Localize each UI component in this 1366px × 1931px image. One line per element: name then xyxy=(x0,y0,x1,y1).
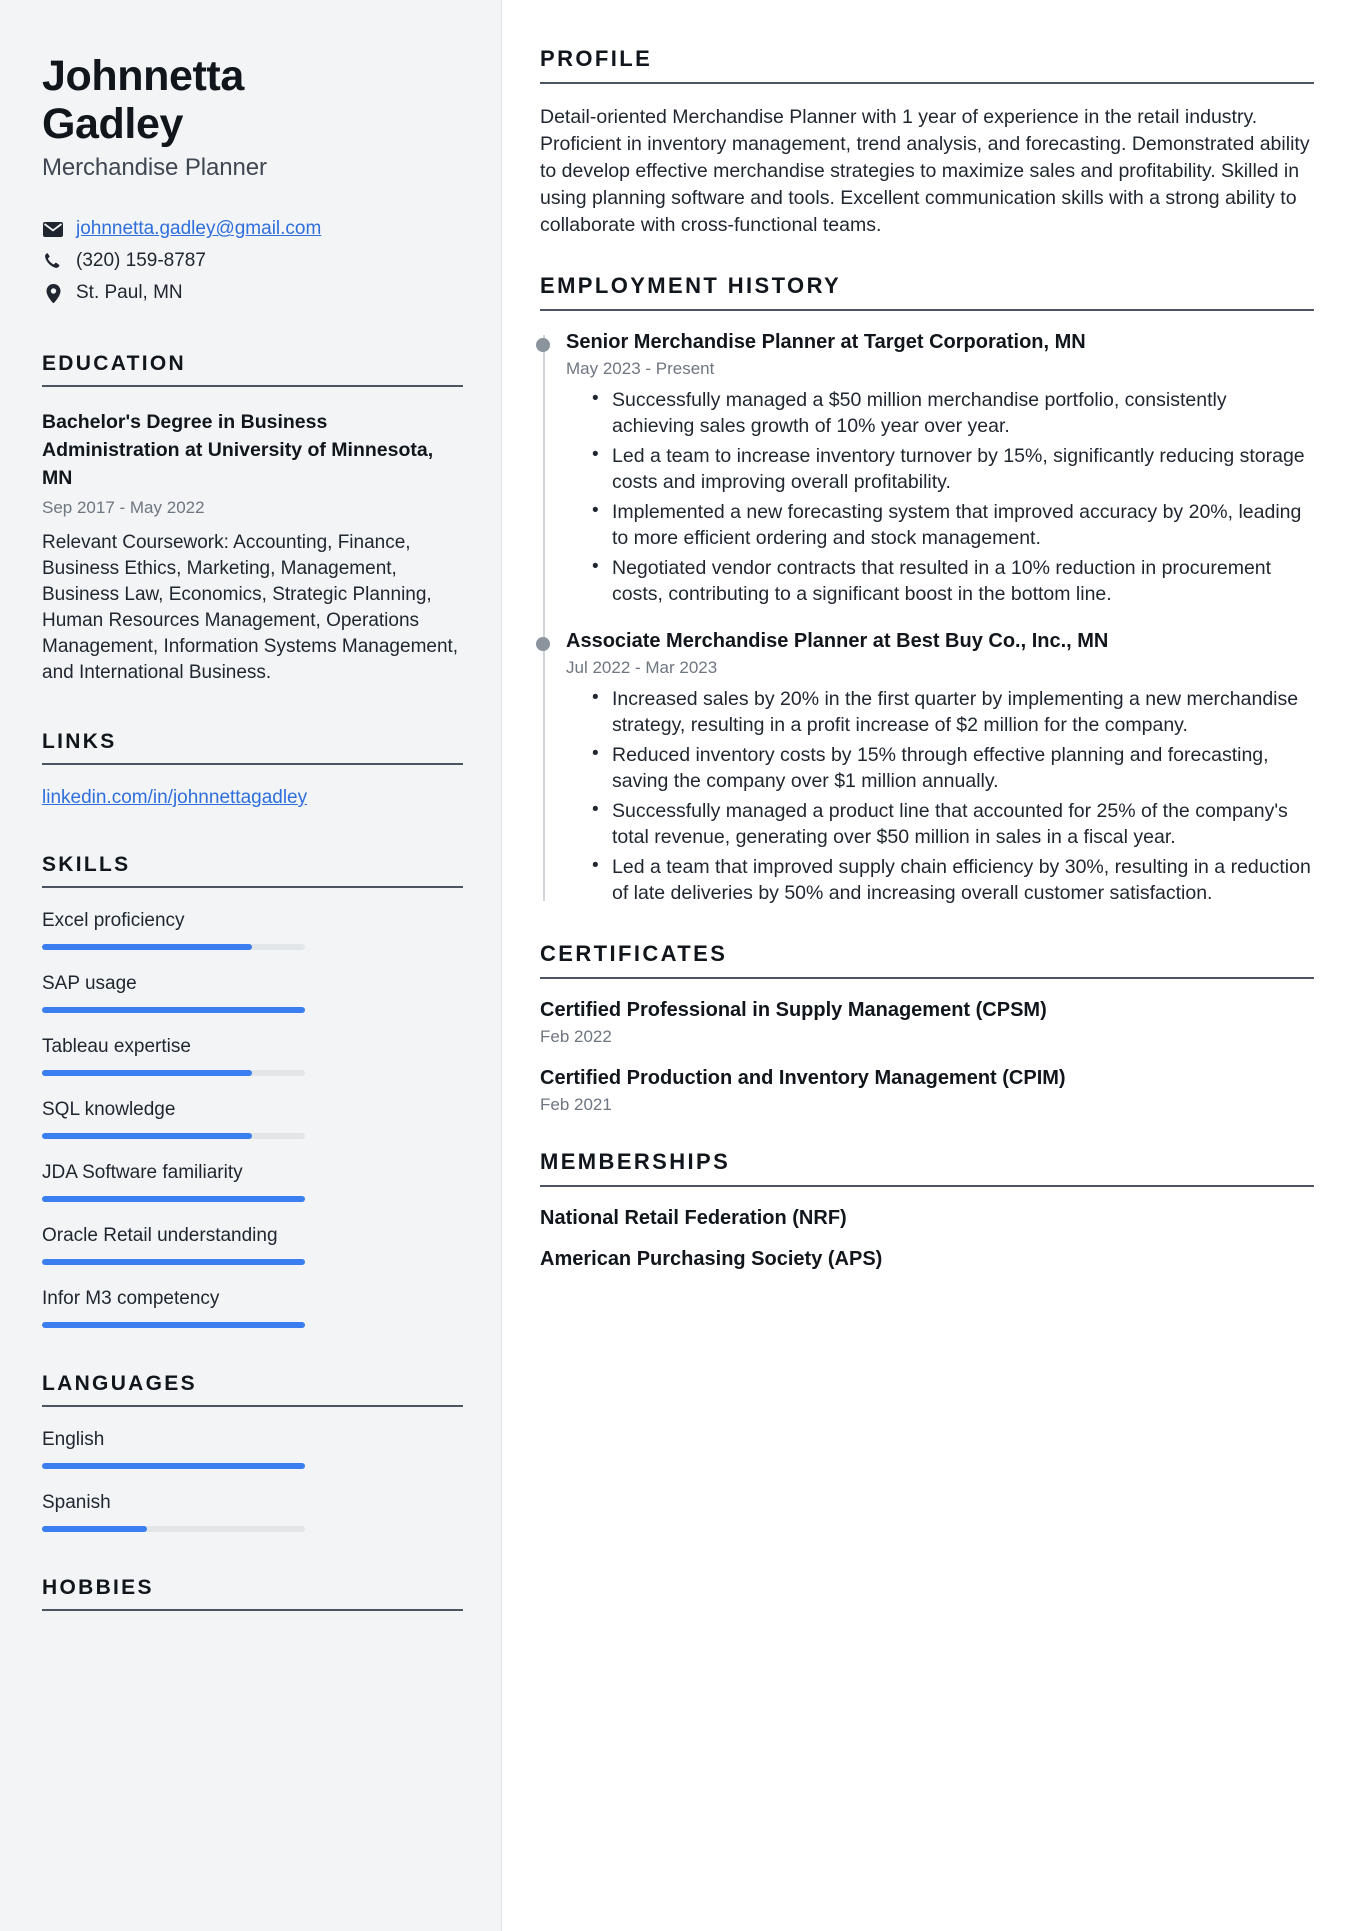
divider xyxy=(540,1185,1314,1187)
employment-title: Associate Merchandise Planner at Best Buy Co., Inc., MN xyxy=(566,629,1109,652)
language-bar-track xyxy=(42,1526,305,1532)
phone-icon xyxy=(42,252,64,270)
timeline-dot-icon xyxy=(536,637,550,651)
employment-timeline xyxy=(540,331,1314,907)
education-description: Relevant Coursework: Accounting, Finance, Business Ethics, Marketing, Management, Business Law, Economics, Strategic Planning, Human Resources Management, Operations Management, Information Systems Management, and International Business. xyxy=(42,531,459,684)
contact-row-location xyxy=(42,278,463,308)
last-name: Gadley xyxy=(42,100,184,149)
employment-bullet: • Reduced inventory costs by 15% through effective planning and forecasting, saving the company over $1 million annually. xyxy=(592,742,1314,795)
skill-label: SQL knowledge xyxy=(42,1099,176,1121)
first-name: Johnnetta xyxy=(42,52,244,100)
section-heading-employment: EMPLOYMENT HISTORY xyxy=(540,272,842,298)
skill-item xyxy=(42,1099,463,1139)
skill-bar-track xyxy=(42,1196,305,1202)
skill-bar-track xyxy=(42,1322,305,1328)
skill-item xyxy=(42,973,463,1013)
divider xyxy=(540,309,1314,311)
divider xyxy=(42,763,463,765)
language-label: Spanish xyxy=(42,1492,111,1514)
skill-bar-fill xyxy=(42,1196,305,1202)
skill-bar-fill xyxy=(42,1259,305,1265)
section-certificates xyxy=(540,941,1314,1115)
section-heading-languages: LANGUAGES xyxy=(42,1372,197,1396)
employment-bullet-list xyxy=(566,387,1314,608)
divider xyxy=(42,1609,463,1611)
contact-row-phone xyxy=(42,246,463,276)
language-bar-fill xyxy=(42,1463,305,1469)
skill-bar-track xyxy=(42,1070,305,1076)
employment-bullet: • Implemented a new forecasting system that improved accuracy by 20%, leading to more efficient ordering and stock management. xyxy=(592,499,1314,552)
section-employment-history xyxy=(540,273,1314,907)
skill-label: Excel proficiency xyxy=(42,910,185,932)
envelope-icon xyxy=(42,222,64,237)
section-memberships xyxy=(540,1149,1314,1271)
certificate-entry xyxy=(540,999,1314,1047)
skill-bar-track xyxy=(42,1133,305,1139)
sidebar xyxy=(0,0,502,1931)
section-heading-skills: SKILLS xyxy=(42,853,131,877)
skill-item xyxy=(42,1036,463,1076)
section-hobbies xyxy=(42,1576,463,1611)
skill-bar-fill xyxy=(42,1070,252,1076)
section-education xyxy=(42,352,463,686)
page-title xyxy=(42,52,342,148)
skill-bar-fill xyxy=(42,944,252,950)
main-content xyxy=(502,0,1366,1931)
skill-label: JDA Software familiarity xyxy=(42,1162,243,1184)
employment-bullet: • Led a team to increase inventory turnover by 15%, significantly reducing storage costs and improving overall profitability. xyxy=(592,443,1314,496)
section-heading-hobbies: HOBBIES xyxy=(42,1576,154,1600)
language-bar-fill xyxy=(42,1526,147,1532)
section-links xyxy=(42,730,463,809)
skill-item xyxy=(42,1225,463,1265)
divider xyxy=(42,886,463,888)
skill-bar-track xyxy=(42,1259,305,1265)
certificate-date: Feb 2021 xyxy=(540,1094,612,1114)
employment-bullet: • Led a team that improved supply chain efficiency by 30%, resulting in a reduction of late deliveries by 50% and increasing overall customer satisfaction. xyxy=(592,854,1314,907)
profile-text: Detail-oriented Merchandise Planner with 1 year of experience in the retail industry. Proficient in inventory management, trend analysis, and forecasting. Demonstrated ability to develop effective merchandise strategies to maximize sales and profitability. Skilled in using planning software and tools. Excellent communication skills with a strong ability to collaborate with cross-functional teams. xyxy=(540,106,1310,236)
language-item xyxy=(42,1429,463,1469)
skill-bar-track xyxy=(42,944,305,950)
job-title-subtitle: Merchandise Planner xyxy=(42,154,267,182)
section-skills xyxy=(42,853,463,1328)
certificate-name: Certified Production and Inventory Management (CPIM) xyxy=(540,1066,1066,1089)
certificate-entry xyxy=(540,1067,1314,1115)
employment-date: May 2023 - Present xyxy=(566,358,715,378)
employment-bullet: • Negotiated vendor contracts that resulted in a 10% reduction in procurement costs, contributing to a significant boost in the bottom line. xyxy=(592,555,1314,608)
skill-label: Infor M3 competency xyxy=(42,1288,220,1310)
skill-bar-fill xyxy=(42,1007,305,1013)
language-label: English xyxy=(42,1429,105,1451)
location-value: St. Paul, MN xyxy=(76,282,183,304)
timeline-dot-icon xyxy=(536,338,550,352)
section-heading-profile: PROFILE xyxy=(540,46,653,71)
divider xyxy=(42,1405,463,1407)
skill-label: Oracle Retail understanding xyxy=(42,1225,278,1247)
divider xyxy=(540,977,1314,979)
name-block xyxy=(42,52,463,182)
employment-date: Jul 2022 - Mar 2023 xyxy=(566,657,718,677)
education-date: Sep 2017 - May 2022 xyxy=(42,497,205,517)
contact-list xyxy=(42,214,463,308)
contact-row-email xyxy=(42,214,463,244)
linkedin-link[interactable]: linkedin.com/in/johnnettagadley xyxy=(42,787,308,809)
employment-entry xyxy=(566,630,1314,907)
employment-title: Senior Merchandise Planner at Target Corporation, MN xyxy=(566,330,1086,353)
section-heading-links: LINKS xyxy=(42,730,117,754)
skill-bar-fill xyxy=(42,1133,252,1139)
section-heading-memberships: MEMBERSHIPS xyxy=(540,1148,731,1174)
certificate-name: Certified Professional in Supply Management (CPSM) xyxy=(540,998,1047,1021)
education-item xyxy=(42,409,463,686)
skill-item xyxy=(42,910,463,950)
language-item xyxy=(42,1492,463,1532)
certificate-date: Feb 2022 xyxy=(540,1026,612,1046)
language-bar-track xyxy=(42,1463,305,1469)
employment-bullet-list xyxy=(566,686,1314,907)
employment-entry xyxy=(566,331,1314,608)
map-pin-icon xyxy=(42,284,64,303)
section-heading-certificates: CERTIFICATES xyxy=(540,940,728,966)
skill-bar-track xyxy=(42,1007,305,1013)
email-link[interactable]: johnnetta.gadley@gmail.com xyxy=(76,218,322,240)
section-languages xyxy=(42,1372,463,1532)
skill-label: Tableau expertise xyxy=(42,1036,191,1058)
employment-bullet: • Increased sales by 20% in the first quarter by implementing a new merchandise strategy, resulting in a profit increase of $2 million for the company. xyxy=(592,686,1314,739)
employment-bullet: • Successfully managed a $50 million merchandise portfolio, consistently achieving sales growth of 10% year over year. xyxy=(592,387,1314,440)
phone-value: (320) 159-8787 xyxy=(76,250,206,272)
education-title: Bachelor's Degree in Business Administration at University of Minnesota, MN xyxy=(42,411,434,490)
membership-entry: National Retail Federation (NRF) xyxy=(540,1206,847,1229)
section-heading-education: EDUCATION xyxy=(42,352,186,376)
divider xyxy=(540,82,1314,84)
skill-item xyxy=(42,1288,463,1328)
skill-bar-fill xyxy=(42,1322,305,1328)
skill-label: SAP usage xyxy=(42,973,137,995)
divider xyxy=(42,385,463,387)
membership-entry: American Purchasing Society (APS) xyxy=(540,1247,883,1270)
section-profile xyxy=(540,46,1314,239)
employment-bullet: • Successfully managed a product line that accounted for 25% of the company's total revenue, generating over $50 million in sales in a fiscal year. xyxy=(592,798,1314,851)
skill-item xyxy=(42,1162,463,1202)
